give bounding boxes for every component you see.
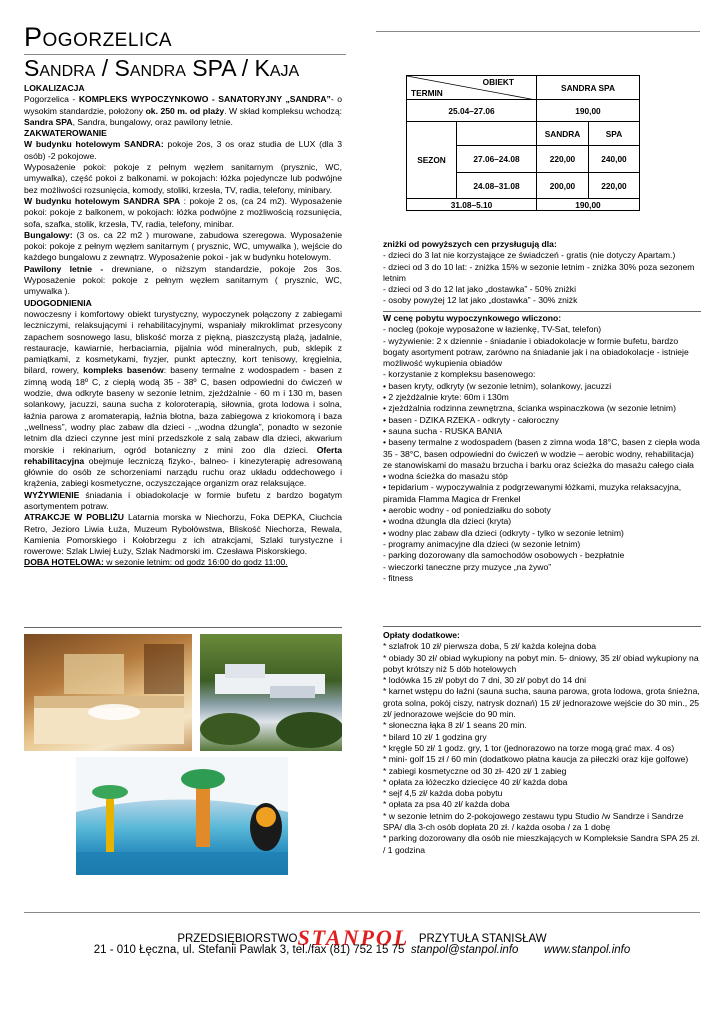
hotel-room-photo bbox=[24, 634, 192, 751]
list-item: - programy animacyjne dla dzieci (w sezonie letnim) bbox=[383, 538, 581, 549]
paragraph: Wyposażenie pokoi: pokoje z pełnym węzłem sanitarnym (prysznic, WC, umywalka), część pokoi z balkonami. w pokojach: łóżka pojedyncze lub podwójne bez możliwości rozsunięcia, komody, stoliki, krzesła, TV, radia, telefony, minibary. bbox=[24, 162, 342, 195]
paragraph: Pawilony letnie - drewniane, o niższym standardzie, pokoje 2os 3os. Wyposażenie pokoi: pokoje z pełnym węzłem sanitarnym ( prysznic, WC, umywalka ). bbox=[24, 263, 342, 297]
list-item: - parking dozorowany dla samochodów osobowych - bezpłatnie bbox=[383, 550, 625, 561]
list-item: • 2 zjeżdżalnie kryte: 60m i 130m bbox=[383, 392, 509, 403]
paragraph: W budynku hotelowym SANDRA SPA : pokoje 2 os, (ca 24 m2). Wyposażenie pokoi: pokoje z balkonem, w pokojach: łóżka podwójne z możliwością rozsunięcia, sofa, szafka, stolik, krzesła, TV, radia, telefony, minibar. bbox=[24, 195, 342, 229]
list-item: • wodna ścieżka do masażu stóp bbox=[383, 471, 508, 482]
price-table bbox=[406, 75, 640, 211]
photo-collage bbox=[24, 634, 342, 876]
included-block bbox=[383, 313, 701, 584]
list-item: • wodna dżungla dla dzieci (kryta) bbox=[383, 516, 512, 527]
footer-contact bbox=[0, 944, 724, 956]
resort-aerial-photo bbox=[200, 634, 342, 751]
paragraph: DOBA HOTELOWA: w sezonie letnim: od godz 16:00 do godz 11:00. bbox=[24, 557, 288, 568]
top-rule bbox=[376, 31, 700, 32]
left-column bbox=[24, 83, 342, 569]
list-item: • basen - DZIKA RZEKA - odkryty - całoroczny bbox=[383, 414, 559, 425]
list-item: - dzieci do 3 lat nie korzystające ze świadczeń - gratis (nie dotyczy Apartam.) bbox=[383, 250, 676, 261]
list-item: * obiady 30 zł/ obiad wykupiony na pobyt min. 5- dniowy, 35 zł/ obiad wykupiony na pobyt krótszy niż 5 dób hotelowych bbox=[383, 652, 699, 674]
header-termin: TERMIN bbox=[411, 88, 443, 98]
list-item: - korzystanie z kompleksu basenowego: bbox=[383, 369, 536, 380]
footer-web-link[interactable]: www.stanpol.info bbox=[543, 944, 631, 956]
list-item: * w sezonie letnim do 2-pokojowego zestawu typu Studio /w Sandrze i Sandrze SPA/ dla 3-ch osób dopłata 20 zł. / każda osoba / za 1 dobę bbox=[383, 810, 684, 833]
footer-rule bbox=[24, 912, 700, 913]
discounts-heading: zniżki od powyższych cen przysługują dla: bbox=[383, 239, 557, 249]
cell-price: 220,00 bbox=[537, 146, 589, 173]
cell-price: 190,00 bbox=[537, 100, 640, 122]
page-title: Pogorzelica bbox=[24, 22, 173, 52]
paragraph: nowoczesny i komfortowy obiekt turystyczny, wypoczynek połączony z zabiegami leczniczymi, relaksującymi i rehabilitacyjnymi, wspaniały mikroklimat przesycony zapachem sosnowego lasu, bliskość morza z piękną, piaszczystą plażą, jadalnie, restauracje, kawiarnie, herbaciarnia, pijalnia wód mineralnych, pub, sklepik z pamiątkami, z kosmetykami, fryzjer, punkt apteczny, kort tenisowy, kręgielnia, bilard, rowery, kompleks basenów: baseny termalne z wodospadem - basen z zimną wodą 18º C, z ciepłą wodą 35 - 38º C, basen odpowiedni do ćwiczeń w wodzie, dwa odkryte baseny w sezonie letnim, zjeżdżalnie - 60 m i 130 m, basen solankowy, jacuzzi, sauna sucha z koloroterapią, siłownia, grota lodowa i solna, łaźnia parowa z aromaterapią, łaźnia błotna, baza zabiegowa z kriokomorą i baza ,,wellness”, wodny plac zabaw dla dzieci - ,,wodna dżungla”, ponadto w sezonie letnim dla dzieci czynne jest mini przedszkole z salą zabaw dla dzieci, akwarium morskie i rekinarium, ogród botaniczny z mini zoo dla dzieci. Oferta rehabilitacyjna obejmuje leczniczą fizyko-, balneo- i kinezyterapię adresowaną głównie do osób ze schorzeniami narządu ruchu oraz układu oddechowego i krążenia, zabiegi kosmetyczne, oczyszczające organizm oraz relaksujące. bbox=[24, 308, 342, 489]
cell-price: 190,00 bbox=[537, 199, 640, 211]
brand-logo: STANPOL bbox=[297, 925, 410, 950]
price-table-wrap bbox=[406, 75, 640, 211]
cell-price: 220,00 bbox=[589, 173, 640, 199]
list-item: • aerobic wodny - od poniedziałku do soboty bbox=[383, 505, 551, 516]
list-item: * opłata za psa 40 zł/ każda doba bbox=[383, 799, 510, 810]
cell-date: 24.08–31.08 bbox=[457, 173, 537, 199]
list-item: * szlafrok 10 zł/ pierwsza doba, 5 zł/ każda kolejna doba bbox=[383, 641, 597, 652]
paragraph: Pogorzelica - KOMPLEKS WYPOCZYNKOWO - SANATORYJNY „SANDRA”- o wysokim standardzie, położony ok. 250 m. od plaży. W skład kompleksu wchodzą: Sandra SPA, Sandra, bungalowy, oraz pawilony letnie. bbox=[24, 94, 343, 127]
cell-date: 31.08–5.10 bbox=[407, 199, 537, 211]
list-item: * opłata za łóżeczko dziecięce 40 zł/ każda doba bbox=[383, 776, 568, 787]
right-rule bbox=[383, 626, 701, 627]
discounts-block bbox=[383, 239, 701, 307]
footer-right-text: PRZYTUŁA STANISŁAW bbox=[418, 933, 547, 945]
list-item: • zjeżdżalnia rodzinna zewnętrzna, ścianka wspinaczkowa (w sezonie letnim) bbox=[383, 403, 676, 414]
section-heading: ZAKWATEROWANIE bbox=[24, 128, 107, 139]
list-item: • tepidarium - wypoczywalnia z podgrzewanymi łóżkami, muzyka relaksacyjna, piramida Flamma Magica dr Frenkel bbox=[383, 482, 682, 504]
included-heading: W cenę pobytu wypoczynkowego wliczono: bbox=[383, 313, 562, 323]
cell-date: 27.06–24.08 bbox=[457, 146, 537, 173]
list-item: - wieczorki taneczne przy muzyce „na żywo” bbox=[383, 561, 552, 572]
list-item: * kręgle 50 zł/ 1 godz. gry, 1 tor (jednorazowo na torze mogą grać max. 4 os) bbox=[383, 742, 675, 753]
paragraph: Bungalowy: (3 os. ca 22 m2 ) murowane, zabudowa szeregowa. Wyposażenie pokoi: pokoje z pełnym węzłem sanitarnym ( prysznic, WC, umywalka ), wejście do każdego bungalowu z zewnątrz. Wyposażenie pokoi - jak w budynku hotelowym. bbox=[24, 229, 342, 263]
cell-empty bbox=[457, 122, 537, 146]
cell-date: 25.04–27.06 bbox=[407, 100, 537, 122]
list-item: * mini- golf 15 zł / 60 min (dodatkowo płatna kaucja za piłeczki oraz kije golfowe) bbox=[383, 754, 689, 765]
list-item: - osoby powyżej 12 lat jako „dostawka” - 30% zniżk bbox=[383, 295, 578, 306]
cell-sezon: SEZON bbox=[407, 122, 457, 199]
list-item: - nocleg (pokoje wyposażone w łazienkę, TV-Sat, telefon) bbox=[383, 324, 602, 335]
list-item: * lodówka 15 zł/ pobyt do 7 dni, 30 zł/ pobyt do 14 dni bbox=[383, 675, 587, 686]
paragraph: ATRAKCJE W POBLIŻU Latarnia morska w Niechorzu, Foka DEPKA, Ciuchcia Retro, Jezioro Liwia Łuża, Muzeum Rybołówstwa, Bliskość Niechorza, Rewala, Kamienia Pomorskiego i Kołobrzegu z ich atrakcjami, Szlaki turystyczne i rowerowe: Szlak Liwiej Łuży, Szlak Nadmorski im. Czesława Piskorskiego. bbox=[24, 512, 342, 557]
list-item: • wodny plac zabaw dla dzieci (odkryty - tylko w sezonie letnim) bbox=[383, 527, 624, 538]
list-item: * karnet wstępu do łaźni (sauna sucha, sauna parowa, grota lodowa, grota śnieżna, grota solna, pokój ciszy, natrysk doznań) 15 zł/ jednorazowe wejście do 30 min., 25 zł/ jednorazowe wejście do 90 min. bbox=[383, 686, 700, 720]
fees-block bbox=[383, 630, 701, 856]
list-item: • basen kryty, odkryty (w sezonie letnim), solankowy, jacuzzi bbox=[383, 380, 612, 391]
list-item: * słoneczna łąka 8 zł/ 1 seans 20 min. bbox=[383, 720, 527, 731]
header-sandra-spa: SANDRA SPA bbox=[537, 76, 640, 100]
header-spa: SPA bbox=[589, 122, 640, 146]
list-item: * zabiegi kosmetyczne od 30 zł- 420 zł/ 1 zabieg bbox=[383, 765, 567, 776]
header-obiekt: OBIEKT bbox=[482, 77, 514, 87]
footer-left-text: PRZEDSIĘBIORSTWO bbox=[177, 933, 298, 945]
cell-price: 200,00 bbox=[537, 173, 589, 199]
pool-photo bbox=[76, 757, 288, 875]
paragraph: W budynku hotelowym SANDRA: pokoje 2os, 3 os oraz studia de LUX (dla 3 osób) -2 pokojowe. bbox=[24, 139, 342, 161]
right-rule bbox=[383, 311, 701, 312]
list-item: * bilard 10 zł/ 1 godzina gry bbox=[383, 731, 487, 742]
footer-email-link[interactable]: stanpol@stanpol.info bbox=[410, 944, 519, 956]
list-item: * parking dozorowany dla osób nie mieszkających w Kompleksie Sandra SPA 25 zł. / 1 godzina bbox=[383, 833, 700, 855]
header-sandra: SANDRA bbox=[537, 122, 589, 146]
footer-address: 21 - 010 Łęczna, ul. Stefanii Pawlak 3, tel./fax (81) 752 15 75 bbox=[93, 944, 405, 956]
list-item: • baseny termalne z wodospadem (basen z zimna woda 18°C, basen z ciepła woda 35 - 38°C, basen odpowiedni do ćwiczeń w wodzie – aerobic wodny, rehabilitacja) ze stanowiskami do masażu brzucha i barku oraz ścieżka do masażu całego ciała bbox=[383, 437, 700, 470]
list-item: - dzieci od 3 do 10 lat: - zniżka 15% w sezonie letnim - zniżka 30% poza sezonem letnim bbox=[383, 261, 695, 283]
section-heading: LOKALIZACJA bbox=[24, 83, 85, 93]
cell-price: 240,00 bbox=[589, 146, 640, 173]
table-corner-cell bbox=[407, 76, 537, 100]
paragraph: WYŻYWIENIE śniadania i obiadokolacje w formie bufetu z bardzo bogatym asortymentem potraw. bbox=[24, 489, 342, 511]
list-item: - fitness bbox=[383, 572, 414, 583]
list-item: * sejf 4,5 zł/ każda doba pobytu bbox=[383, 788, 503, 799]
list-item: - dzieci od 3 do 12 lat jako „dostawka” - 50% zniżki bbox=[383, 284, 576, 295]
list-item: • sauna sucha - RUSKA BANIA bbox=[383, 425, 503, 436]
page-subtitle: Sandra / Sandra SPA / Kaja bbox=[24, 55, 300, 81]
fees-heading: Opłaty dodatkowe: bbox=[383, 630, 460, 640]
section-heading: UDOGODNIENIA bbox=[24, 297, 92, 308]
list-item: - wyżywienie: 2 x dziennie - śniadanie i obiadokolacje w formie bufetu, bardzo bogaty asortyment potraw, zarówno na śniadanie jak i na obiadokolacje - istnieje możliwość wykupienia obiadów bbox=[383, 335, 689, 369]
left-rule bbox=[24, 627, 342, 628]
